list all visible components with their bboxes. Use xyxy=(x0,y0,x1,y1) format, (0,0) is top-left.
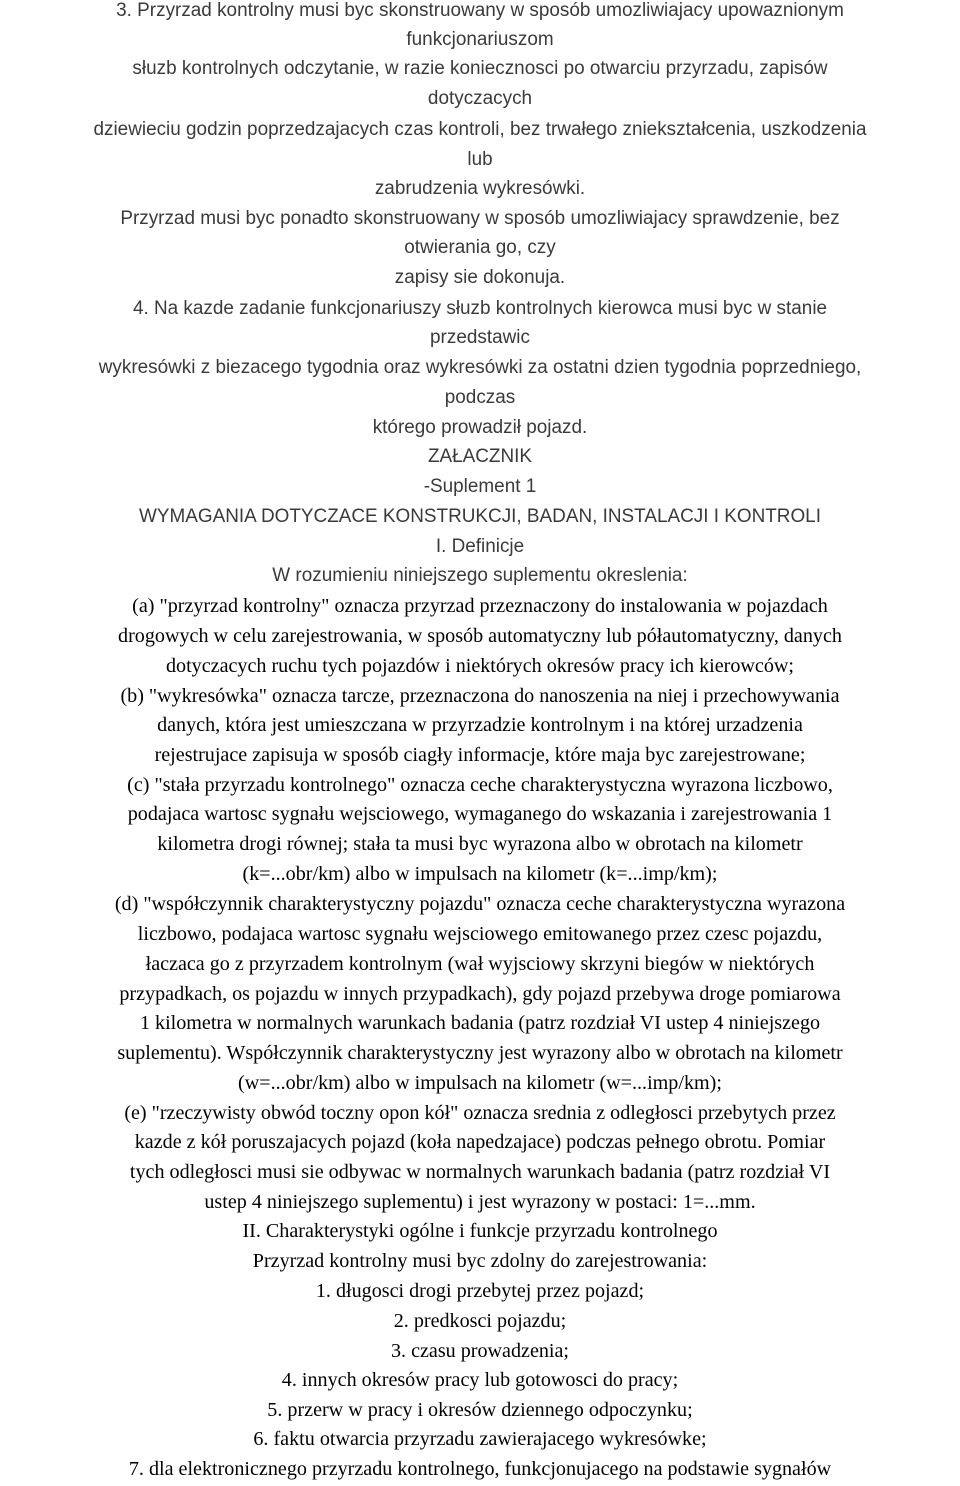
text-line: 7. dla elektronicznego przyrzadu kontrolnego, funkcjonujacego na podstawie sygnałów xyxy=(128,1458,832,1480)
text-line: Przyrzad kontrolny musi byc zdolny do zarejestrowania: xyxy=(252,1250,708,1272)
text-line: drogowych w celu zarejestrowania, w sposób automatyczny lub półautomatyczny, danych xyxy=(118,625,842,647)
text-line: (d) "współczynnik charakterystyczny pojazdu" oznacza ceche charakterystyczna wyrazona xyxy=(114,893,846,915)
text-line: otwierania go, czy xyxy=(404,237,556,258)
text-line: ZAŁACZNIK xyxy=(427,446,533,467)
text-line: dotyczacych xyxy=(427,88,533,109)
text-line: ustep 4 niniejszego suplementu) i jest wyrazony w postaci: 1=...mm. xyxy=(204,1191,756,1213)
text-line: 6. faktu otwarcia przyrzadu zawierajacego wykresówke; xyxy=(253,1428,707,1450)
text-line: funkcjonariuszom xyxy=(406,29,554,50)
text-line: II. Charakterystyki ogólne i funkcje przyrzadu kontrolnego xyxy=(242,1220,718,1242)
text-line: 3. czasu prowadzenia; xyxy=(390,1340,570,1362)
text-line: danych, która jest umieszczana w przyrzadzie kontrolnym i na której urzadzenia xyxy=(157,714,803,736)
text-line: liczbowo, podajaca wartosc sygnału wejsciowego emitowanego przez czesc pojazdu, xyxy=(137,923,823,945)
text-line: przypadkach, os pojazdu w innych przypadkach), gdy pojazd przebywa droge pomiarowa xyxy=(119,983,841,1005)
text-line: kilometra drogi równej; stała ta musi byc wyrazona albo w obrotach na kilometr xyxy=(157,833,803,855)
text-line: lub xyxy=(467,149,493,170)
text-line: 1. długosci drogi przebytej przez pojazd; xyxy=(315,1280,645,1302)
text-line: dotyczacych ruchu tych pojazdów i niektórych okresów pracy ich kierowców; xyxy=(165,655,794,677)
text-line: 3. Przyrzad kontrolny musi byc skonstruowany w sposób umozliwiajacy upowaznionym xyxy=(116,0,844,21)
text-line: 4. innych okresów pracy lub gotowosci do pracy; xyxy=(281,1369,679,1391)
text-line: 4. Na kazde zadanie funkcjonariuszy słuzb kontrolnych kierowca musi byc w stanie xyxy=(132,298,828,319)
text-line: W rozumieniu niniejszego suplementu okreslenia: xyxy=(272,565,688,586)
text-line: WYMAGANIA DOTYCZACE KONSTRUKCJI, BADAN, INSTALACJI I KONTROLI xyxy=(139,506,821,527)
text-line: tych odległosci musi sie odbywac w normalnych warunkach badania (patrz rozdział VI xyxy=(129,1161,831,1183)
text-line: (e) "rzeczywisty obwód toczny opon kół" oznacza srednia z odległosci przebytych przez xyxy=(124,1102,836,1124)
text-line: (w=...obr/km) albo w impulsach na kilometr (w=...imp/km); xyxy=(238,1072,722,1094)
text-line: dziewieciu godzin poprzedzajacych czas kontroli, bez trwałego zniekształcenia, uszkodzenia xyxy=(93,119,867,140)
text-line: 5. przerw w pracy i okresów dziennego odpoczynku; xyxy=(267,1399,693,1421)
text-line: suplementu). Współczynnik charakterystyczny jest wyrazony albo w obrotach na kilometr xyxy=(117,1042,843,1064)
text-line: (k=...obr/km) albo w impulsach na kilometr (k=...imp/km); xyxy=(242,863,718,885)
text-line: kazde z kół poruszajacych pojazd (koła napedzajace) podczas pełnego obrotu. Pomiar xyxy=(134,1131,826,1153)
text-line: rejestrujace zapisuja w sposób ciagły informacje, które maja byc zarejestrowane; xyxy=(154,744,806,766)
text-line: podajaca wartosc sygnału wejsciowego, wymaganego do wskazania i zarejestrowania 1 xyxy=(127,803,833,825)
text-line: 1 kilometra w normalnych warunkach badania (patrz rozdział VI ustep 4 niniejszego xyxy=(139,1012,821,1034)
text-line: wykresówki z biezacego tygodnia oraz wykresówki za ostatni dzien tygodnia poprzedniego, xyxy=(98,357,862,378)
text-line: zapisy sie dokonuja. xyxy=(394,267,566,288)
text-line: (a) "przyrzad kontrolny" oznacza przyrzad przeznaczony do instalowania w pojazdach xyxy=(132,595,828,617)
text-line: słuzb kontrolnych odczytanie, w razie koniecznosci po otwarciu przyrzadu, zapisów xyxy=(132,58,828,79)
text-line: łaczaca go z przyrzadem kontrolnym (wał wyjsciowy skrzyni biegów w niektórych xyxy=(145,953,815,975)
text-line: (b) "wykresówka" oznacza tarcze, przeznaczona do nanoszenia na niej i przechowywania xyxy=(120,685,840,707)
text-line: zabrudzenia wykresówki. xyxy=(374,178,586,199)
text-line: którego prowadził pojazd. xyxy=(372,417,588,438)
text-line: Przyrzad musi byc ponadto skonstruowany w sposób umozliwiajacy sprawdzenie, bez xyxy=(120,208,840,229)
text-line: (c) "stała przyrzadu kontrolnego" oznacza ceche charakterystyczna wyrazona liczbowo, xyxy=(127,774,833,796)
text-line: podczas xyxy=(444,387,516,408)
text-line: 2. predkosci pojazdu; xyxy=(393,1310,567,1332)
text-line: I. Definicje xyxy=(435,536,525,557)
text-line: przedstawic xyxy=(430,327,530,348)
text-line: -Suplement 1 xyxy=(423,476,537,497)
